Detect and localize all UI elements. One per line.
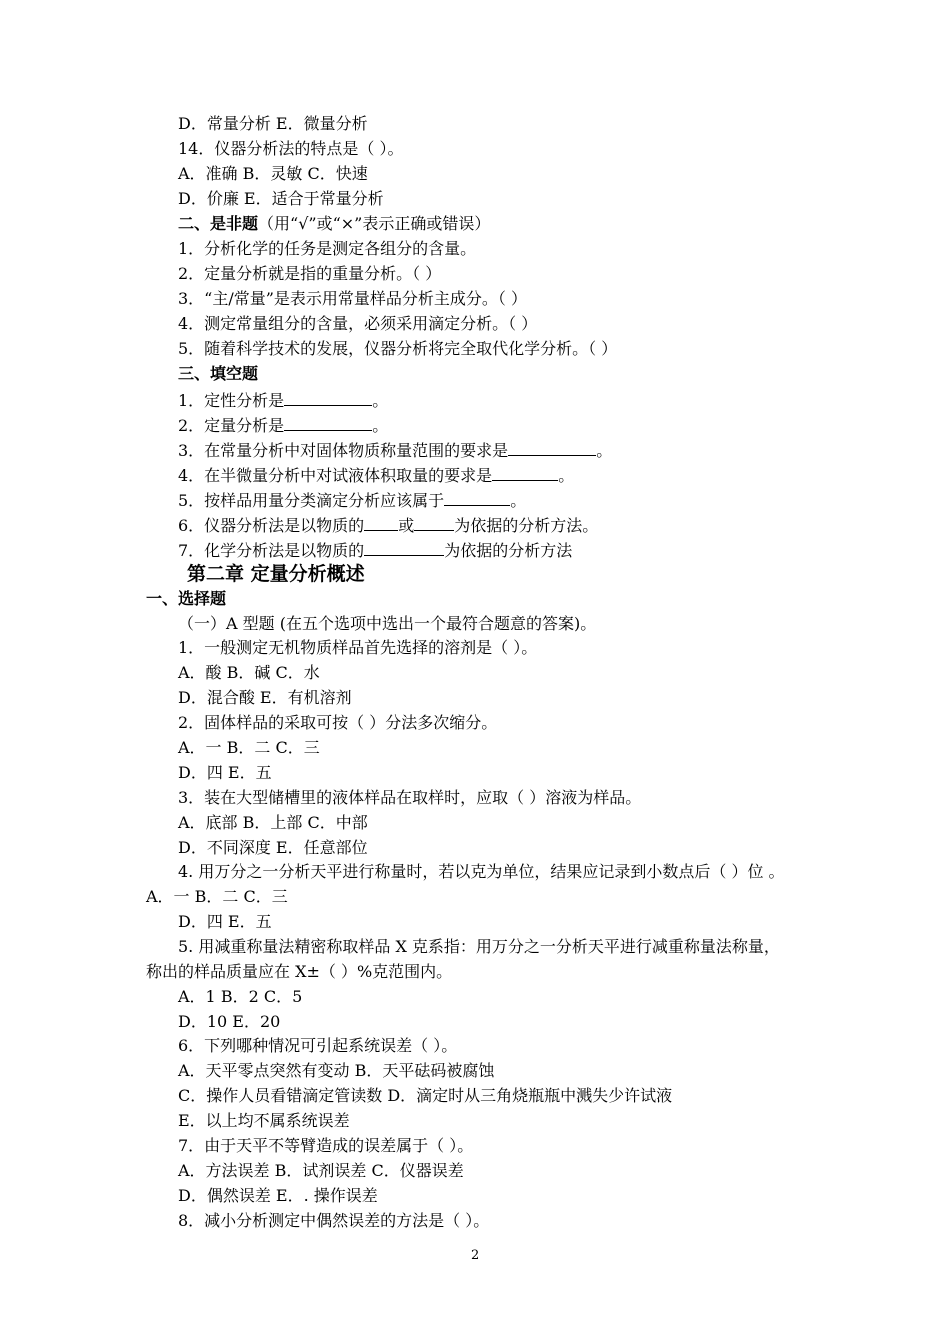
answer-blank <box>364 539 444 556</box>
option-line: A．天平零点突然有变动 B．天平砝码被腐蚀 <box>178 1061 495 1080</box>
question-end: 。 <box>558 466 575 485</box>
section-title: 二、是非题 <box>178 214 259 233</box>
question-mid: 或 <box>398 516 415 535</box>
question-line: 3．装在大型储槽里的液体样品在取样时，应取（ ）溶液为样品。 <box>178 788 642 807</box>
question-text: 6．仪器分析法是以物质的 <box>178 516 365 535</box>
option-line: D．不同深度 E．任意部位 <box>178 838 368 857</box>
option-line: A．准确 B．灵敏 C．快速 <box>178 164 368 183</box>
question-end: 为依据的分析方法。 <box>454 516 599 535</box>
section-heading-fill-blank: 三、填空题 <box>178 364 259 383</box>
option-line: A．1 B．2 C．5 <box>178 987 303 1006</box>
question-text: 5．按样品用量分类滴定分析应该属于 <box>178 491 445 510</box>
section-heading-choice: 一、选择题 <box>146 589 227 608</box>
question-end: 为依据的分析方法 <box>444 541 573 560</box>
question-line: 称出的样品质量应在 X±（ ）%克范围内。 <box>146 962 453 981</box>
section-heading-true-false <box>178 214 490 234</box>
question-end: 。 <box>596 441 613 460</box>
answer-blank <box>492 464 558 481</box>
question-line: 2．固体样品的采取可按（ ）分法多次缩分。 <box>178 713 498 732</box>
question-line: 5．随着科学技术的发展，仪器分析将完全取代化学分析。（ ） <box>178 339 618 358</box>
question-end: 。 <box>372 416 389 435</box>
question-text: 3．在常量分析中对固体物质称量范围的要求是 <box>178 441 509 460</box>
option-line: A．一 B．二 C．三 <box>178 738 320 757</box>
option-line: D．四 E．五 <box>178 912 272 931</box>
question-text: 1．定性分析是 <box>178 391 285 410</box>
option-line: A．酸 B．碱 C．水 <box>178 663 320 682</box>
question-line: 14．仪器分析法的特点是（ ）。 <box>178 139 404 158</box>
option-line: A．一 B．二 C．三 <box>146 887 288 906</box>
answer-blank <box>444 489 510 506</box>
answer-blank <box>284 414 372 431</box>
question-end: 。 <box>372 391 389 410</box>
option-line: D．常量分析 E．微量分析 <box>178 114 368 133</box>
fill-question <box>178 439 612 461</box>
option-line: D．10 E．20 <box>178 1012 281 1031</box>
option-line: D．混合酸 E．有机溶剂 <box>178 688 352 707</box>
option-line: D．价廉 E．适合于常量分析 <box>178 189 384 208</box>
section-note: （用“√”或“×”表示正确或错误） <box>258 214 491 233</box>
question-line: 6．下列哪种情况可引起系统误差（ ）。 <box>178 1036 458 1055</box>
option-line: D．偶然误差 E．. 操作误差 <box>178 1186 378 1205</box>
question-text: 4．在半微量分析中对试液体积取量的要求是 <box>178 466 493 485</box>
option-line: A．底部 B．上部 C．中部 <box>178 813 368 832</box>
fill-question <box>178 389 388 411</box>
question-end: 。 <box>510 491 527 510</box>
subsection-line: （一）A 型题 (在五个选项中选出一个最符合题意的答案)。 <box>178 614 597 633</box>
fill-question <box>178 414 388 436</box>
question-line: 5. 用减重称量法精密称取样品 X 克系指：用万分之一分析天平进行减重称量法称量， <box>178 937 780 956</box>
option-line: C．操作人员看错滴定管读数 D．滴定时从三角烧瓶瓶中溅失少许试液 <box>178 1086 673 1105</box>
fill-question <box>178 539 572 561</box>
option-line: E．以上均不属系统误差 <box>178 1111 350 1130</box>
page-number: 2 <box>471 1248 480 1263</box>
fill-question <box>178 514 598 536</box>
fill-question <box>178 489 526 511</box>
question-line: 2．定量分析就是指的重量分析。（ ） <box>178 264 442 283</box>
question-line: 4. 用万分之一分析天平进行称量时，若以克为单位，结果应记录到小数点后（ ）位 。 <box>178 862 785 881</box>
question-line: 7．由于天平不等臂造成的误差属于（ ）。 <box>178 1136 474 1155</box>
question-line: 3．“主/常量”是表示用常量样品分析主成分。（ ） <box>178 289 528 308</box>
question-line: 1．分析化学的任务是测定各组分的含量。 <box>178 239 477 258</box>
option-line: A．方法误差 B．试剂误差 C．仪器误差 <box>178 1161 464 1180</box>
option-line: D．四 E．五 <box>178 763 272 782</box>
question-text: 2．定量分析是 <box>178 416 285 435</box>
answer-blank <box>508 439 596 456</box>
question-line: 4．测定常量组分的含量，必须采用滴定分析。（ ） <box>178 314 538 333</box>
answer-blank <box>364 514 398 531</box>
question-line: 8．减小分析测定中偶然误差的方法是（ ）。 <box>178 1211 490 1230</box>
answer-blank <box>414 514 454 531</box>
chapter-title: 第二章 定量分析概述 <box>187 563 365 585</box>
fill-question <box>178 464 574 486</box>
question-line: 1．一般测定无机物质样品首先选择的溶剂是（ ）。 <box>178 638 538 657</box>
question-text: 7．化学分析法是以物质的 <box>178 541 365 560</box>
answer-blank <box>284 389 372 406</box>
